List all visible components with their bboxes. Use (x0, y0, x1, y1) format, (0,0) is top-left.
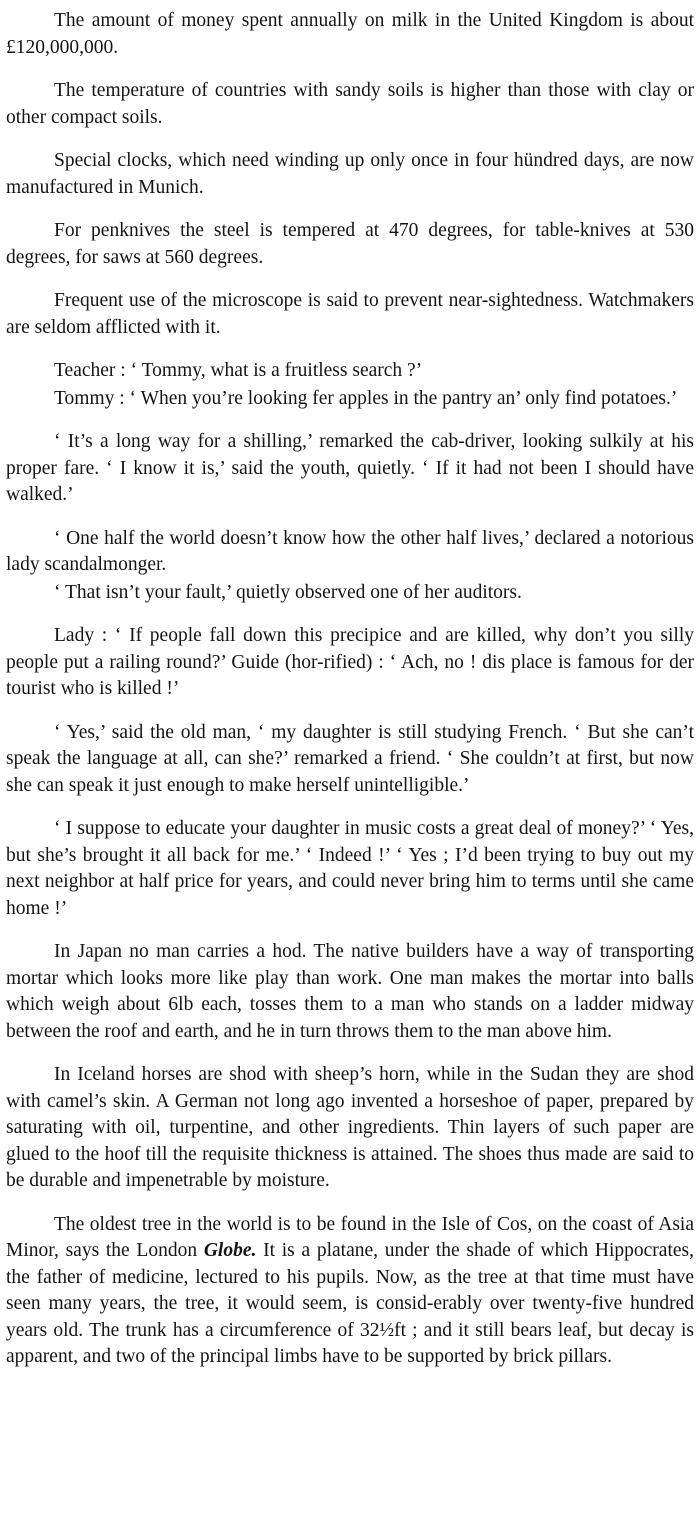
paragraph-steel: For penknives the steel is tempered at 470 degrees, for table-knives at 530 degrees, for saws at 560 degrees. (6, 220, 694, 268)
oldest-tree-text-after: It is a platane, under the shade of which Hippocrates, the father of medicine, lectured to his pupils. Now, as the tree at that time must have seen many years, the tree, it would seem, is consid-erably over twenty-five hundred years old. The trunk has a circumference of 32½ft ; and it still bears leaf, but decay is apparent, and two of the principal limbs have to be supported by brick pillars. (6, 1240, 694, 1367)
paragraph-temperature: The temperature of countries with sandy soils is higher than those with clay or other compact soils. (6, 80, 694, 128)
paragraph-precipice: Lady : ‘ If people fall down this precipice and are killed, why don’t you silly people put a railing round?’ Guide (hor-rified) : ‘ Ach, no ! dis place is famous for der tourist who is killed !’ (6, 625, 694, 699)
paragraph-half-world: ‘ One half the world doesn’t know how the other half lives,’ declared a notorious lady scandalmonger. (6, 527, 694, 575)
paragraph-tommy: Tommy : ‘ When you’re looking fer apples in the pantry an’ only find potatoes.’ (54, 387, 678, 409)
paragraph-oldest-tree (6, 1212, 694, 1371)
paragraph-shilling: ‘ It’s a long way for a shilling,’ remarked the cab-driver, looking sulkily at his proper fare. ‘ I know it is,’ said the youth, quietly. ‘ If it had not been I should have walked.’ (6, 431, 694, 505)
oldest-tree-text-before: The oldest tree in the world is to be found in the Isle of Cos, on the coast of Asia Minor, says the London (6, 1213, 694, 1261)
document-page (6, 8, 694, 1388)
paragraph-microscope: Frequent use of the microscope is said to prevent near-sightedness. Watchmakers are seldom afflicted with it. (6, 290, 694, 338)
paragraph-auditors: ‘ That isn’t your fault,’ quietly observed one of her auditors. (54, 581, 522, 603)
globe-title: Globe. (203, 1240, 257, 1261)
paragraph-iceland: In Iceland horses are shod with sheep’s horn, while in the Sudan they are shod with camel’s skin. A German not long ago invented a horseshoe of paper, prepared by saturating with oil, turpentine, and other ingredients. Thin layers of such paper are glued to the hoof till the requisite thickness is attained. The shoes thus made are said to be durable and impenetrable by moisture. (6, 1064, 694, 1191)
paragraph-milk: The amount of money spent annually on milk in the United Kingdom is about £120,000,000. (6, 10, 694, 58)
paragraph-music: ‘ I suppose to educate your daughter in music costs a great deal of money?’ ‘ Yes, but she’s brought it all back for me.’ ‘ Indeed !’ ‘ Yes ; I’d been trying to buy out my next neighbor at half price for years, and could never bring him to terms until she came home !’ (6, 818, 694, 919)
paragraph-french: ‘ Yes,’ said the old man, ‘ my daughter is still studying French. ‘ But she can’t speak the language at all, can she?’ remarked a friend. ‘ She couldn’t at first, but now she can speak it just enough to make herself unintelligible.’ (6, 721, 694, 796)
paragraph-clocks: Special clocks, which need winding up only once in four hündred days, are now manufactured in Munich. (6, 150, 694, 198)
paragraph-teacher: Teacher : ‘ Tommy, what is a fruitless search ?’ (54, 360, 423, 381)
paragraph-japan: In Japan no man carries a hod. The native builders have a way of transporting mortar which looks more like play than work. One man makes the mortar into balls which weigh about 6lb each, tosses them to a man who stands on a ladder midway between the roof and earth, and he in turn throws them to the man above him. (6, 941, 694, 1042)
